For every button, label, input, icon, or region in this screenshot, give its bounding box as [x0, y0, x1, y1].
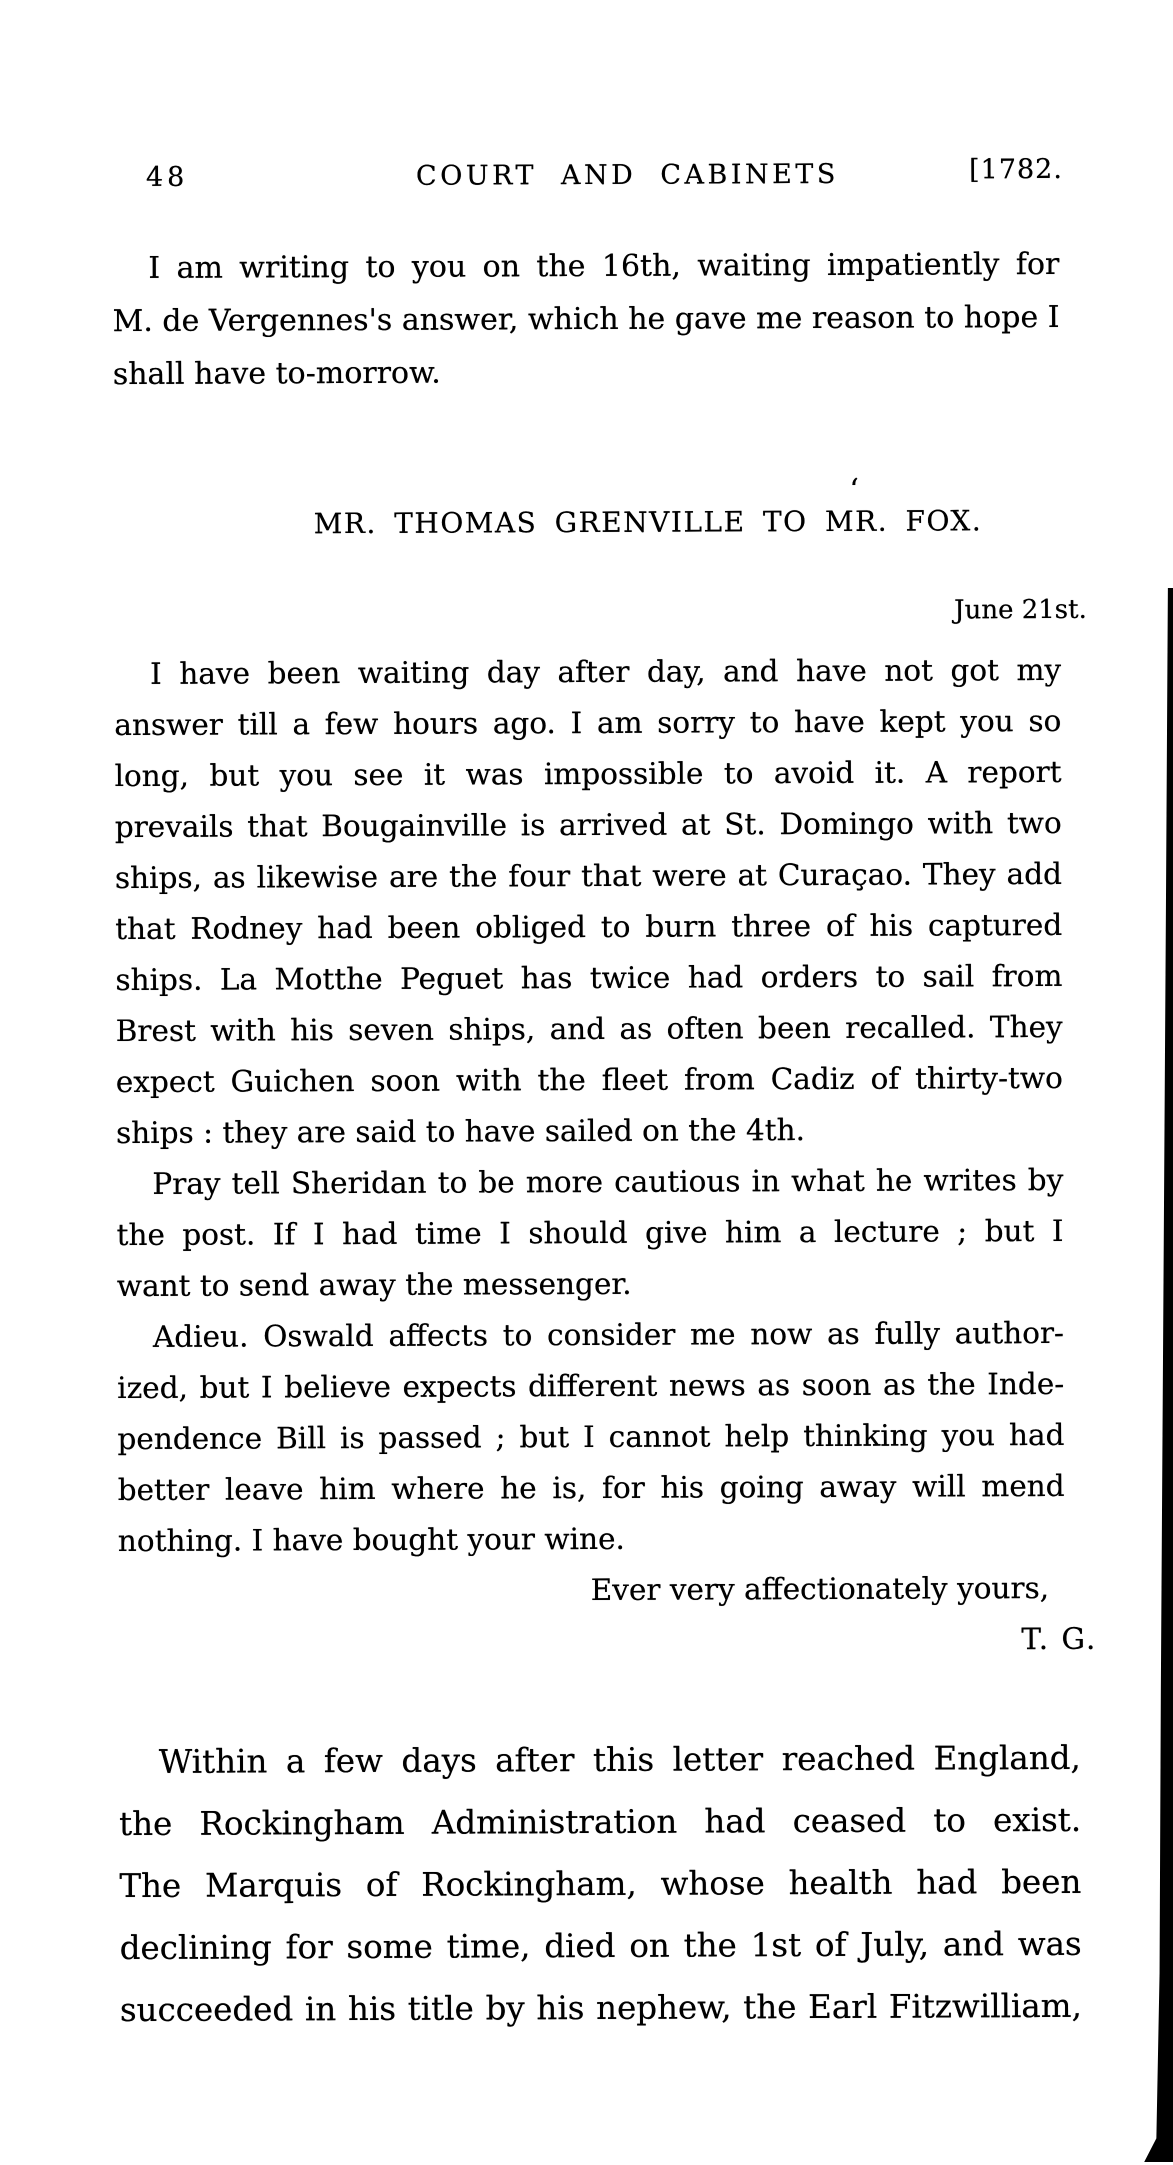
text-line: that Rodney had been obliged to burn three of his captured	[115, 907, 1063, 947]
text-line: ships. La Motthe Peguet has twice had orders to sail from	[115, 958, 1063, 998]
text-line: I have been waiting day after day, and have not got my	[150, 652, 1062, 691]
text-line: want to send away the messenger.	[116, 1266, 632, 1304]
text-line: better leave him where he is, for his going away will mend	[117, 1468, 1065, 1508]
letter-body	[114, 645, 1098, 1669]
letter-date: June 21st.	[954, 594, 1087, 626]
text-line: answer till a few hours ago. I am sorry to have kept you so	[114, 703, 1062, 743]
page-number: 48	[145, 161, 189, 193]
narrative-paragraph	[119, 1727, 1082, 2041]
text-line: The Marquis of Rockingham, whose health had been	[119, 1862, 1082, 1906]
text-line: Adieu. Oswald affects to consider me now as fully author-	[152, 1315, 1065, 1354]
letter-signature: T. G.	[1021, 1621, 1098, 1657]
text-line: Within a few days after this letter reached England,	[158, 1738, 1081, 1781]
text-line: succeeded in his title by his nephew, the Earl Fitzwilliam,	[119, 1986, 1083, 2030]
text-line: long, but you see it was impossible to avoid it. A report	[114, 754, 1062, 794]
running-head	[112, 153, 1063, 198]
text-line: ships : they are said to have sailed on the 4th.	[116, 1113, 806, 1151]
text-line: Pray tell Sheridan to be more cautious in what he writes by	[152, 1162, 1064, 1201]
text-line: the Rockingham Administration had ceased to exist.	[119, 1800, 1082, 1844]
text-line: Brest with his seven ships, and as often been recalled. They	[115, 1009, 1063, 1049]
letter-paragraph	[117, 1308, 1065, 1567]
text-line: expect Guichen soon with the fleet from Cadiz of thirty-two	[115, 1060, 1063, 1100]
year-marker: [1782.	[969, 153, 1063, 186]
text-line: pendence Bill is passed ; but I cannot help thinking you had	[117, 1417, 1065, 1457]
text-line: ized, but I believe expects different news as soon as the Inde-	[117, 1366, 1065, 1406]
letter-heading: MR. THOMAS GRENVILLE TO MR. FOX.	[313, 504, 983, 541]
text-line: the post. If I had time I should give him a lecture ; but I	[116, 1213, 1064, 1253]
intro-paragraph	[112, 238, 1060, 401]
text-line: nothing. I have bought your wine.	[117, 1521, 625, 1559]
text-line: declining for some time, died on the 1st of July, and was	[119, 1924, 1082, 1968]
page-content	[0, 153, 1173, 2041]
running-title: COURT AND CABINETS	[415, 158, 839, 192]
letter-paragraph	[116, 1155, 1064, 1312]
text-line: ships, as likewise are the four that were at Curaçao. They add	[114, 856, 1063, 896]
letter-paragraph	[114, 645, 1063, 1159]
text-line: M. de Vergennes's answer, which he gave me reason to hope I	[112, 299, 1060, 340]
scan-stray-mark: ‘	[849, 472, 859, 508]
letter-valediction: Ever very affectionately yours,	[590, 1570, 1050, 1607]
text-line: shall have to-morrow.	[112, 355, 441, 393]
text-line: prevails that Bougainville is arrived at St. Domingo with two	[114, 805, 1062, 845]
text-line: I am writing to you on the 16th, waiting impatiently for	[148, 246, 1060, 286]
